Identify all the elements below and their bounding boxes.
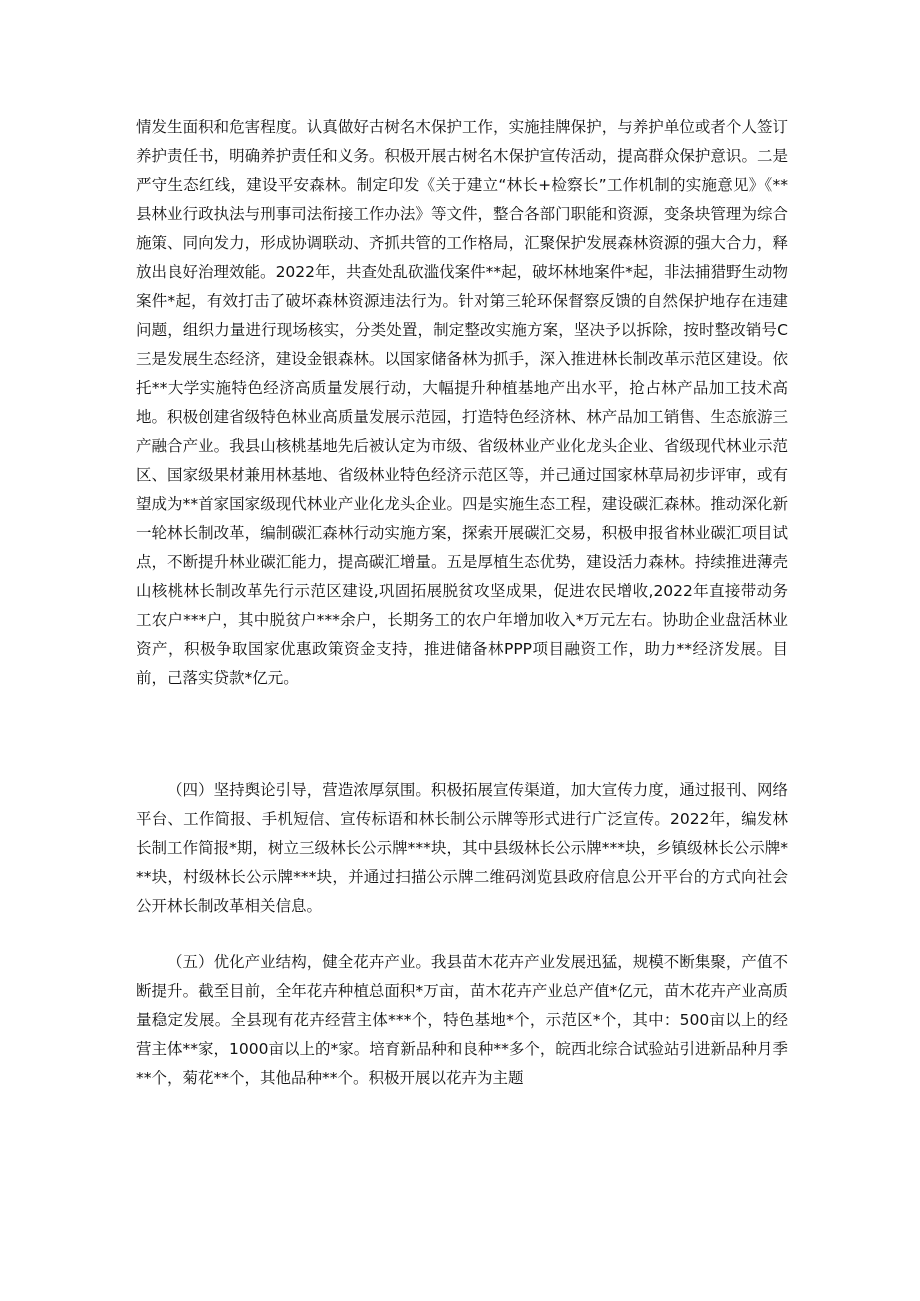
paragraph-forest-development: 情发生面积和危害程度。认真做好古树名木保护工作，实施挂牌保护，与养护单位或者个人签订养护责任书，明确养护责任和义务。积极开展古树名木保护宣传活动，提高群众保护意识。二是严守生态红线，建设平安森林。制定印发《关于建立“林长+检察长”工作机制的实施意见》《**县林业行政执法与刑事司法衔接工作办法》等文件，整合各部门职能和资源，变条块管理为综合施策、同向发力，形成协调联动、齐抓共管的工作格局，汇聚保护发展森林资源的强大合力，释放出良好治理效能。2022年，共查处乱砍滥伐案件**起，破坏林地案件*起，非法捕猎野生动物案件*起，有效打击了破坏森林资源违法行为。针对第三轮环保督察反馈的自然保护地存在违建问题，组织力量进行现场核实，分类处置，制定整改实施方案，坚决予以拆除，按时整改销号C三是发展生态经济，建设金银森林。以国家储备林为抓手，深入推进林长制改革示范区建设。依托**大学实施特色经济高质量发展行动，大幅提升种植基地产出水平，抢占林产品加工技术高地。积极创建省级特色林业高质量发展示范园，打造特色经济林、林产品加工销售、生态旅游三产融合产业。我县山核桃基地先后被认定为市级、省级林业产业化龙头企业、省级现代林业示范区、国家级果材兼用林基地、省级林业特色经济示范区等，并己通过国家林草局初步评审，或有望成为**首家国家级现代林业产业化龙头企业。四是实施生态工程，建设碳汇森林。推动深化新一轮林长制改革，编制碳汇森林行动实施方案，探索开展碳汇交易，积极申报省林业碳汇项目试点，不断提升林业碳汇能力，提高碳汇增量。五是厚植生态优势，建设活力森林。持续推进薄壳山核桃林长制改革先行示范区建设,巩固拓展脱贫攻坚成果，促进农民增收,2022年直接带动务工农户***户，其中脱贫户***余户，长期务工的农户年增加收入*万元左右。协助企业盘活林业资产，积极争取国家优惠政策资金支持，推进储备林PPP项目融资工作，助力**经济发展。目前，己落实贷款*亿元。 bbox=[136, 118, 788, 687]
paragraph-public-opinion: （四）坚持舆论引导，营造浓厚氛围。积极拓展宣传渠道，加大宣传力度，通过报刊、网络平台、工作简报、手机短信、宣传标语和林长制公示牌等形式进行广泛宣传。2022年，编发林长制工作简报*期，树立三级林长公示牌***块，其中县级林长公示牌***块，乡镇级林长公示牌***块，村级林长公示牌***块，并通过扫描公示牌二维码浏览县政府信息公开平台的方式向社会公开林长制改革相关信息。 bbox=[136, 781, 788, 915]
paragraph-flower-industry: （五）优化产业结构，健全花卉产业。我县苗木花卉产业发展迅猛，规模不断集聚，产值不断提升。截至目前，全年花卉种植总面积*万亩，苗木花卉产业总产值*亿元，苗木花卉产业高质量稳定发展。全县现有花卉经营主体***个，特色基地*个，示范区*个，其中：500亩以上的经营主体**家，1000亩以上的*家。培育新品种和良种**多个，皖西北综合试验站引进新品种月季**个，菊花**个，其他品种**个。积极开展以花卉为主题 bbox=[136, 953, 788, 1087]
